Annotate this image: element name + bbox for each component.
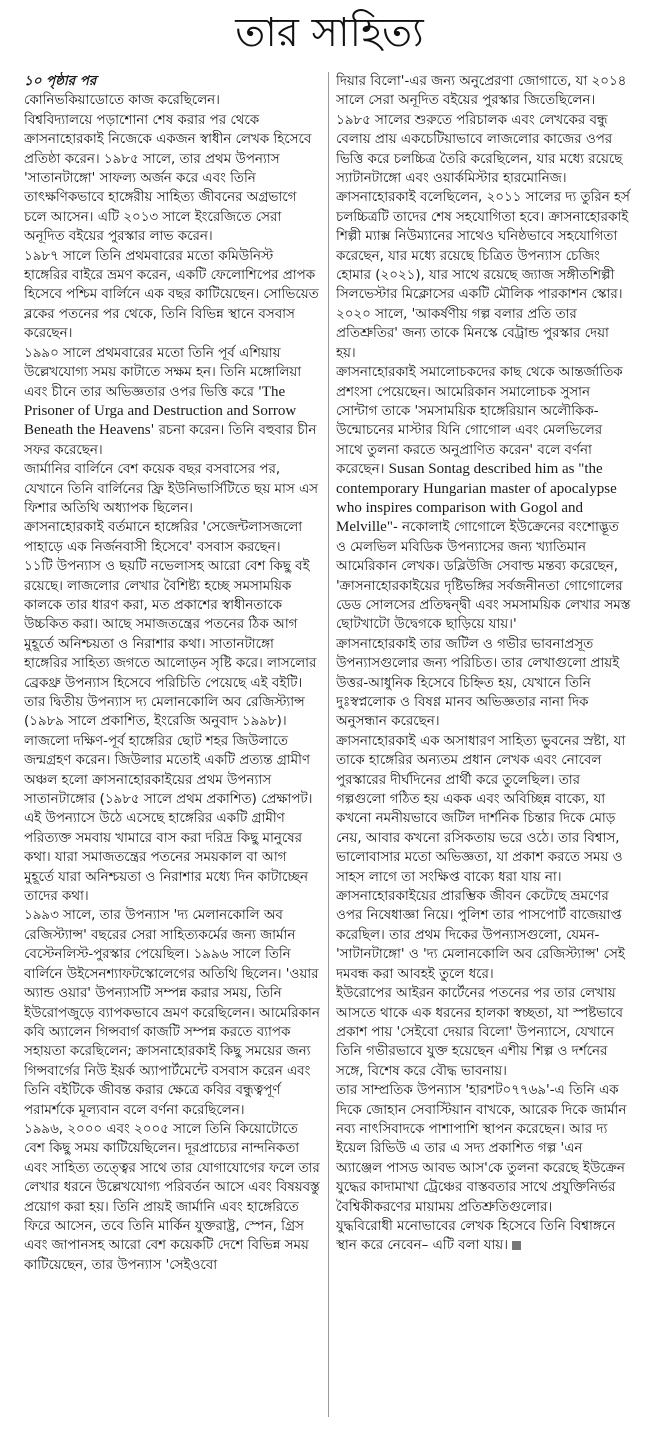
text-run: ' রচনা করেন। তিনি বহুবার চীন সফর করেছেন। bbox=[24, 423, 317, 458]
paragraph: বিশ্ববিদ্যালয়ে পড়াশোনা শেষ করার পর থেকে ক্রাসনাহোরকাই নিজেকে একজন স্বাধীন লেখক হিসেবে প্রতিষ্ঠা করেন। ১৯৮৫ সালে, তার প্রথম উপন্যাস 'সাতানটাঙ্গো' সাফল্য অর্জন করে এবং তিনি তাৎক্ষণিকভাবে হাঙ্গেরীয় সাহিত্য জীবনের অগ্রভাগে চলে আসেন। এটি ২০১৩ সালে ইংরেজিতে সেরা অনূদিত বইয়ের পুরস্কার লাভ করেন। bbox=[24, 112, 312, 245]
paragraph bbox=[24, 344, 320, 460]
paragraph: তার সাম্প্রতিক উপন্যাস 'হারশট০৭৭৬৯'-এ তিনি এক দিকে জোহান সেবাস্টিয়ান বাখকে, আরেক দিকে জার্মান নব্য নাৎসিবাদকে পাশাপাশি স্থাপন করেছেন। আর দ্য ইয়েল রিভিউ এ তার এ সদ্য প্রকাশিত গল্প 'এন অ্যাঞ্জেল পাসড আবভ আস'কে তুলনা করেছে ইউক্রেন যুদ্ধের কাদামাখা ট্রেঞ্চের বাস্তবতার সাথে প্রযুক্তিনির্ভর বৈশ্বিকীকরণের মায়াময় প্রতিশ্রুতিগুলোর। bbox=[336, 1083, 627, 1215]
end-square-icon bbox=[512, 1241, 521, 1250]
paragraph: ১৯৯৩ সালে, তার উপন্যাস 'দ্য মেলানকোলি অব রেজিস্ট্যান্স' বছরের সেরা সাহিত্যকর্মের জন্য জার্মান বেস্টেনলিস্ট-পুরস্কার পেয়েছিল। ১৯৯৬ সালে তিনি বার্লিনে উইসেনশ্যাফটস্কোলেগের অতিথি ছিলেন। 'ওয়ার অ্যান্ড ওয়ার' উপন্যাসটি সম্পন্ন করার সময়, তিনি ইউরোপজুড়ে ব্যাপকভাবে ভ্রমণ করেছিলেন। আমেরিকান কবি অ্যালেন গিন্সবার্গ কাজটি সম্পন্ন করতে ব্যাপক সহায়তা করেছিলেন; ক্রাসনাহোরকাই কিছু সময়ের জন্য গিন্সবার্গের নিউ ইয়র্ক অ্যাপার্টমেন্টে বসবাস করেন এবং তিনি বইটিকে জীবন্ত করার ক্ষেত্রে কবির বন্ধুত্বপূর্ণ পরামর্শকে মূল্যবান বলে বর্ণনা করেছিলেন। bbox=[24, 908, 320, 1118]
paragraph bbox=[336, 1217, 632, 1256]
left-column bbox=[24, 72, 320, 1417]
paragraph: ১৯৮৭ সালে তিনি প্রথমবারের মতো কমিউনিস্ট হাঙ্গেরির বাইরে ভ্রমণ করেন, একটি ফেলোশিপের প্রাপক হিসেবে পশ্চিম বার্লিনে এক বছর কাটিয়েছেন। সোভিয়েত ব্লকের পতনের পর থেকে, তিনি বিভিন্ন স্থানে বসবাস করেছেন। bbox=[24, 248, 319, 342]
english-quote: Susan Sontag described him as "the contemporary Hungarian master of apocalypse who inspires comparison with Gogol and Melville" bbox=[336, 461, 617, 536]
paragraph: ১৯৯৬, ২০০০ এবং ২০০৫ সালে তিনি কিয়োটোতে বেশ কিছু সময় কাটিয়েছিলেন। দূরপ্রাচ্যের নান্দনিকতা এবং সাহিত্য তত্ত্বের সাথে তার যোগাযোগের ফলে তার লেখার ধরনে উল্লেখযোগ্য পরিবর্তন আসে এবং বিষয়বস্তু প্রয়োগ করা হয়। তিনি প্রায়ই জার্মানি এবং হাঙ্গেরিতে ফিরে আসেন, তবে তিনি মার্কিন যুক্তরাষ্ট্র, স্পেন, গ্রিস এবং জাপানসহ আরো বেশ কয়েকটি দেশে বিভিন্ন সময় কাটিয়েছেন, তার উপন্যাস 'সেইওবো bbox=[24, 1121, 320, 1273]
paragraph: লাজলো দক্ষিণ-পূর্ব হাঙ্গেরির ছোট শহর জিউলাতে জন্মগ্রহণ করেন। জিউলার মতোই একটি প্রত্যন্ত গ্রামীণ অঞ্চল হলো ক্রাসনাহোরকাইয়ের প্রথম উপন্যাস সাতানটাঙ্গোর (১৯৮৫ সালে প্রথম প্রকাশিত) প্রেক্ষাপট। এই উপন্যাসে উঠে এসেছে হাঙ্গেরির একটি গ্রামীণ পরিত্যক্ত সমবায় খামারে বাস করা দরিদ্র কিছু মানুষের কথা। যারা সমাজতন্ত্রের পতনের সময়কাল বা আগ মুহূর্তে যারা অনিশ্চয়তা ও নিরাশার মধ্যে দিন কাটাচ্ছেন তাদের কথা। bbox=[24, 733, 313, 905]
paragraph: ১৯৮৫ সালের শুরুতে পরিচালক এবং লেখকের বন্ধু বেলায় প্রায় একচেটিয়াভাবে লাজলোর কাজের ওপর ভিত্তি করে চলচ্চিত্র তৈরি করেছিলেন, যার মধ্যে রয়েছে স্যাটানটাঙ্গো এবং ওয়ার্কমিস্টার হারমোনিজ। ক্রাসনাহোরকাই বলেছিলেন, ২০১১ সালের দ্য তুরিন হর্স চলচ্চিত্রটি তাদের শেষ সহযোগিতা হবে। ক্রাসনাহোরকাই শিল্পী ম্যাক্স নিউম্যানের সাথেও ঘনিষ্ঠভাবে সহযোগিতা করেছেন, যার মধ্যে রয়েছে চিত্রিত উপন্যাস চেজিং হোমার (২০২১), যার সাথে রয়েছে জ্যাজ সঙ্গীতশিল্পী সিলভেস্টার মিক্লোসের একটি মৌলিক পারকাশন স্কোর। ২০২০ সালে, 'আকর্ষণীয় গল্প বলার প্রতি তার প্রতিশ্রুতির' জন্য তাকে মিনস্কে বেট্রান্ড পুরস্কার দেয়া হয়। bbox=[336, 112, 630, 361]
paragraph bbox=[336, 363, 632, 635]
text-run: - নকোলাই গোগোলে ইউক্রেনের বংশোদ্ভূত ও মেলভিল মবিডিক উপন্যাসের জন্য খ্যাতিমান আমেরিকান লেখক। ডব্লিউজি সেবাল্ড মন্তব্য করেছেন, 'ক্রাসনাহোরকাইয়ের দৃষ্টিভঙ্গির সর্বজনীনতা গোগোলের ডেড সোলসের প্রতিদ্বন্দ্বী এবং সমসাময়িক লেখার সমস্ত ছোটখাটো উদ্বেগকে ছাড়িয়ে যায়।' bbox=[336, 520, 631, 633]
paragraph: ক্রাসনাহোরকাই তার জটিল ও গভীর ভাবনাপ্রসূত উপন্যাসগুলোর জন্য পরিচিত। তার লেখাগুলো প্রায়ই উত্তর-আধুনিক হিসেবে চিহ্নিত হয়, যেখানে তিনি দুঃস্বপ্নলোক ও বিষণ্ণ মানব অভিজ্ঞতার নানা দিক অনুসন্ধান করেছেন। bbox=[336, 636, 620, 730]
paragraph: ক্রাসনাহোরকাই বর্তমানে হাঙ্গেরির 'সেজেন্টলাসজলো পাহাড়ে এক নির্জনবাসী হিসেবে' বসবাস করছেন। bbox=[24, 520, 303, 555]
paragraph: ১১টি উপন্যাস ও ছয়টি নভেলাসহ আরো বেশ কিছু বই রয়েছে। লাজলোর লেখার বৈশিষ্ট্য হচ্ছে সমসাময়িক কালকে তার ধারণ করা, মত প্রকাশের স্বাধীনতাকে উচ্চকিত করা। আছে সমাজতন্ত্রের পতনের ঠিক আগ মুহূর্তে অনিশ্চয়তা ও নিরাশার কথা। সাতানটাঙ্গো হাঙ্গেরির সাহিত্য জগতে আলোড়ন সৃষ্টি করে। লাসলোর ব্রেকথ্রু উপন্যাস হিসেবে পরিচিতি পেয়েছে এই বইটি। তার দ্বিতীয় উপন্যাস দ্য মেলানকোলি অব রেজিস্ট্যান্স (১৯৮৯ সালে প্রকাশিত, ইংরেজি অনুবাদ ১৯৯৮)। bbox=[24, 559, 317, 730]
text-run: ১৯৯০ সালে প্রথমবারের মতো তিনি পূর্ব এশিয়ায় উল্লেখযোগ্য সময় কাটাতে সক্ষম হন। তিনি মঙ্গোলিয়া এবং চীনে তার অভিজ্ঞতার ওপর ভিত্তি করে ' bbox=[24, 345, 302, 400]
paragraph: কোনিভকিয়াডোতে কাজ করেছিলেন। bbox=[24, 93, 220, 109]
text-run: ক্রাসনাহোরকাই সমালোচকদের কাছ থেকে আন্তর্জাতিক প্রশংসা পেয়েছেন। আমেরিকান সমালোচক সুসান সোন্টাগ তাকে 'সমসাময়িক হাঙ্গেরিয়ান অলৌকিক-উন্মোচনের মাস্টার যিনি গোগোল এবং মেলভিলের সাথে তুলনা করতে অনুপ্রাণিত করেন' বলে বর্ণনা করেছেন। bbox=[336, 365, 623, 478]
column-divider bbox=[328, 72, 329, 1417]
paragraph: ক্রাসনাহোরকাই এক অসাধারণ সাহিত্য ভুবনের স্রষ্টা, যা তাকে হাঙ্গেরির অন্যতম প্রধান লেখক এবং নোবেল পুরস্কারের দীর্ঘদিনের প্রার্থী করে তুলেছিল। তার গল্পগুলো গঠিত হয় একক এবং অবিচ্ছিন্ন বাক্যে, যা কখনো নমনীয়ভাবে জটিল দার্শনিক চিন্তার দিকে মোড় নেয়, আবার কখনো রসিকতায় ভরে ওঠে। তার বিশ্বাস, ভালোবাসার মতো অভিজ্ঞতা, যা প্রকাশ করতে সময় ও সাহস লাগে তা সংক্ষিপ্ত বাক্যে ধরা যায় না। bbox=[336, 733, 626, 885]
right-column bbox=[336, 72, 632, 1417]
page-title: তার সাহিত্য bbox=[235, 10, 424, 56]
paragraph: দিয়ার বিলো'-এর জন্য অনুপ্রেরণা জোগাতে, যা ২০১৪ সালে সেরা অনূদিত বইয়ের পুরস্কার জিতেছিলেন। bbox=[336, 74, 627, 109]
paragraph: ইউরোপের আইরন কার্টেনের পতনের পর তার লেখায় আসতে থাকে এক ধরনের হালকা স্বচ্ছতা, যা স্পষ্টভাবে প্রকাশ পায় 'সেইবো দেয়ার বিলো' উপন্যাসে, যেখানে তিনি গভীরভাবে যুক্ত হয়েছেন এশীয় শিল্প ও দর্শনের সঙ্গে, বিশেষ করে বৌদ্ধ ভাবনায়। bbox=[336, 986, 623, 1079]
article-body bbox=[24, 72, 630, 1417]
text-run: যুদ্ধবিরোধী মনোভাবের লেখক হিসেবে তিনি বিশ্বাঙ্গনে স্থান করে নেবেন– এটি বলা যায়। bbox=[336, 1218, 616, 1254]
paragraph: জার্মানির বার্লিনে বেশ কয়েক বছর বসবাসের পর, যেখানে তিনি বার্লিনের ফ্রি ইউনিভার্সিটিতে ছয় মাস এস ফিশার অতিথি অধ্যাপক ছিলেন। bbox=[24, 462, 319, 516]
continued-from-label: ১০ পৃষ্ঠার পর bbox=[24, 74, 97, 89]
paragraph: ক্রাসনাহোরকাইয়ের প্রারম্ভিক জীবন কেটেছে ভ্রমণের ওপর নিষেধাজ্ঞা নিয়ে। পুলিশ তার পাসপোর্ট বাজেয়াপ্ত করেছিল। তার প্রথম দিকের উপন্যাসগুলো, যেমন- 'সাটানটাঙ্গো' ও 'দ্য মেলানকোলি অব রেজিস্ট্যান্স' সেই দমবন্ধ করা আবহই তুলে ধরে। bbox=[336, 889, 625, 982]
english-book-title: The Prisoner of Urga and Destruction and Sorrow Beneath the Heavens bbox=[24, 383, 297, 439]
